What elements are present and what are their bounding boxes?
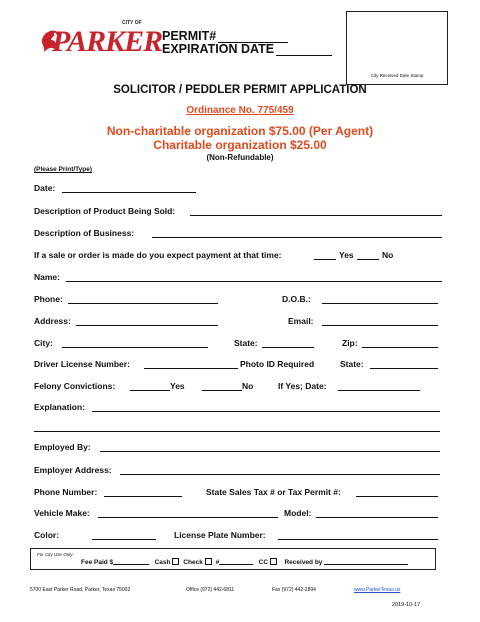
footer-fax: Fax (972) 442-2894 <box>272 587 316 593</box>
received-by-label: Received by <box>284 559 323 566</box>
cc-checkbox[interactable] <box>270 558 277 565</box>
employer-address-label: Employer Address: <box>34 465 112 475</box>
cash-label: Cash <box>154 559 171 566</box>
license-plate-field[interactable] <box>278 539 438 540</box>
color-label: Color: <box>34 530 60 540</box>
payment-yes-label: Yes <box>339 250 354 260</box>
dl-state-label: State: <box>340 359 364 369</box>
check-number-field[interactable] <box>219 558 253 565</box>
felony-date-field[interactable] <box>338 390 420 391</box>
date-label: Date: <box>34 183 56 193</box>
color-field[interactable] <box>92 539 156 540</box>
permit-block <box>162 30 332 56</box>
sales-tax-field[interactable] <box>356 496 438 497</box>
non-refundable-note: (Non-Refundable) <box>206 153 274 162</box>
felony-yes-field[interactable] <box>130 390 170 391</box>
employed-by-label: Employed By: <box>34 442 91 452</box>
city-label: City: <box>34 338 53 348</box>
fee-noncharitable: Non-charitable organization $75.00 (Per Agent) <box>106 124 374 138</box>
vehicle-make-field[interactable] <box>98 517 278 518</box>
fee-charitable: Charitable organization $25.00 <box>153 138 327 152</box>
state-field[interactable] <box>262 347 314 348</box>
zip-field[interactable] <box>362 347 438 348</box>
phone-number-label: Phone Number: <box>34 487 98 497</box>
address-field[interactable] <box>76 325 218 326</box>
model-label: Model: <box>284 508 312 518</box>
print-note: (Please Print/Type) <box>34 166 93 173</box>
footer-address: 5700 East Parker Road, Parker, Texas 75002 <box>30 587 131 593</box>
model-field[interactable] <box>316 517 438 518</box>
if-yes-date-label: If Yes; Date: <box>278 381 327 391</box>
footer-website-link[interactable]: www.ParkerTexas.us <box>354 587 401 593</box>
permit-label: PERMIT# <box>162 29 217 43</box>
description-business-label: Description of Business: <box>34 228 135 238</box>
employer-address-field[interactable] <box>120 474 440 475</box>
sales-tax-label: State Sales Tax # or Tax Permit #: <box>206 487 341 497</box>
expiration-label: EXPIRATION DATE <box>162 42 275 56</box>
description-business-field[interactable] <box>152 237 442 238</box>
dob-label: D.O.B.: <box>282 294 311 304</box>
payment-no-field[interactable] <box>357 259 379 260</box>
check-label: Check <box>183 559 203 566</box>
city-of-label: CITY OF <box>122 20 142 26</box>
vehicle-make-label: Vehicle Make: <box>34 508 90 518</box>
fee-paid-field[interactable] <box>113 558 149 565</box>
city-logo <box>38 20 163 62</box>
address-label: Address: <box>34 316 71 326</box>
driver-license-field[interactable] <box>144 368 238 369</box>
date-field[interactable] <box>62 192 196 193</box>
cash-checkbox[interactable] <box>172 558 179 565</box>
state-label: State: <box>234 338 258 348</box>
payment-no-label: No <box>382 250 394 260</box>
expiration-date-field[interactable] <box>276 45 332 56</box>
felony-yes-label: Yes <box>170 381 185 391</box>
ordinance-text: Ordinance No. 775/459 <box>186 105 294 116</box>
phone-label: Phone: <box>34 294 63 304</box>
check-checkbox[interactable] <box>205 558 212 565</box>
email-field[interactable] <box>322 325 438 326</box>
cc-label: CC <box>258 559 269 566</box>
description-product-label: Description of Product Being Sold: <box>34 206 176 216</box>
dl-state-field[interactable] <box>370 368 438 369</box>
date-stamp-box <box>346 11 448 85</box>
ordinance <box>0 105 480 116</box>
explanation-field[interactable] <box>92 411 440 412</box>
payment-yes-field[interactable] <box>314 259 336 260</box>
license-plate-label: License Plate Number: <box>174 530 266 540</box>
dob-field[interactable] <box>322 303 438 304</box>
payment-question-label: If a sale or order is made do you expect payment at that time: <box>34 250 282 260</box>
email-label: Email: <box>288 316 314 326</box>
description-product-field[interactable] <box>190 215 442 216</box>
felony-label: Felony Convictions: <box>34 381 116 391</box>
explanation-label: Explanation: <box>34 402 86 412</box>
name-field[interactable] <box>66 281 442 282</box>
phone-field[interactable] <box>68 303 218 304</box>
felony-no-field[interactable] <box>202 390 242 391</box>
zip-label: Zip: <box>342 338 358 348</box>
driver-license-label: Driver License Number: <box>34 359 130 369</box>
stamp-label: City Received Date Stamp <box>370 73 424 78</box>
check-number-label: # <box>215 559 220 566</box>
city-use-note: For City Use Only: <box>37 552 74 557</box>
page-title: SOLICITOR / PEDDLER PERMIT APPLICATION <box>113 84 367 96</box>
revision-date: 2019-10-17 <box>392 602 421 608</box>
city-use-items <box>81 558 408 566</box>
footer-office-phone: Office (972) 442-6811 <box>186 587 235 593</box>
name-label: Name: <box>34 272 60 282</box>
logo-wordmark: PARKER <box>52 25 163 58</box>
phone-number-field[interactable] <box>104 496 182 497</box>
employed-by-field[interactable] <box>100 451 440 452</box>
explanation-field-2[interactable] <box>34 431 440 432</box>
received-by-field[interactable] <box>324 558 408 565</box>
city-use-box <box>30 548 436 570</box>
fee-paid-label: Fee Paid $ <box>81 559 114 566</box>
photo-id-label: Photo ID Required <box>240 359 315 369</box>
city-field[interactable] <box>62 347 208 348</box>
felony-no-label: No <box>242 381 254 391</box>
